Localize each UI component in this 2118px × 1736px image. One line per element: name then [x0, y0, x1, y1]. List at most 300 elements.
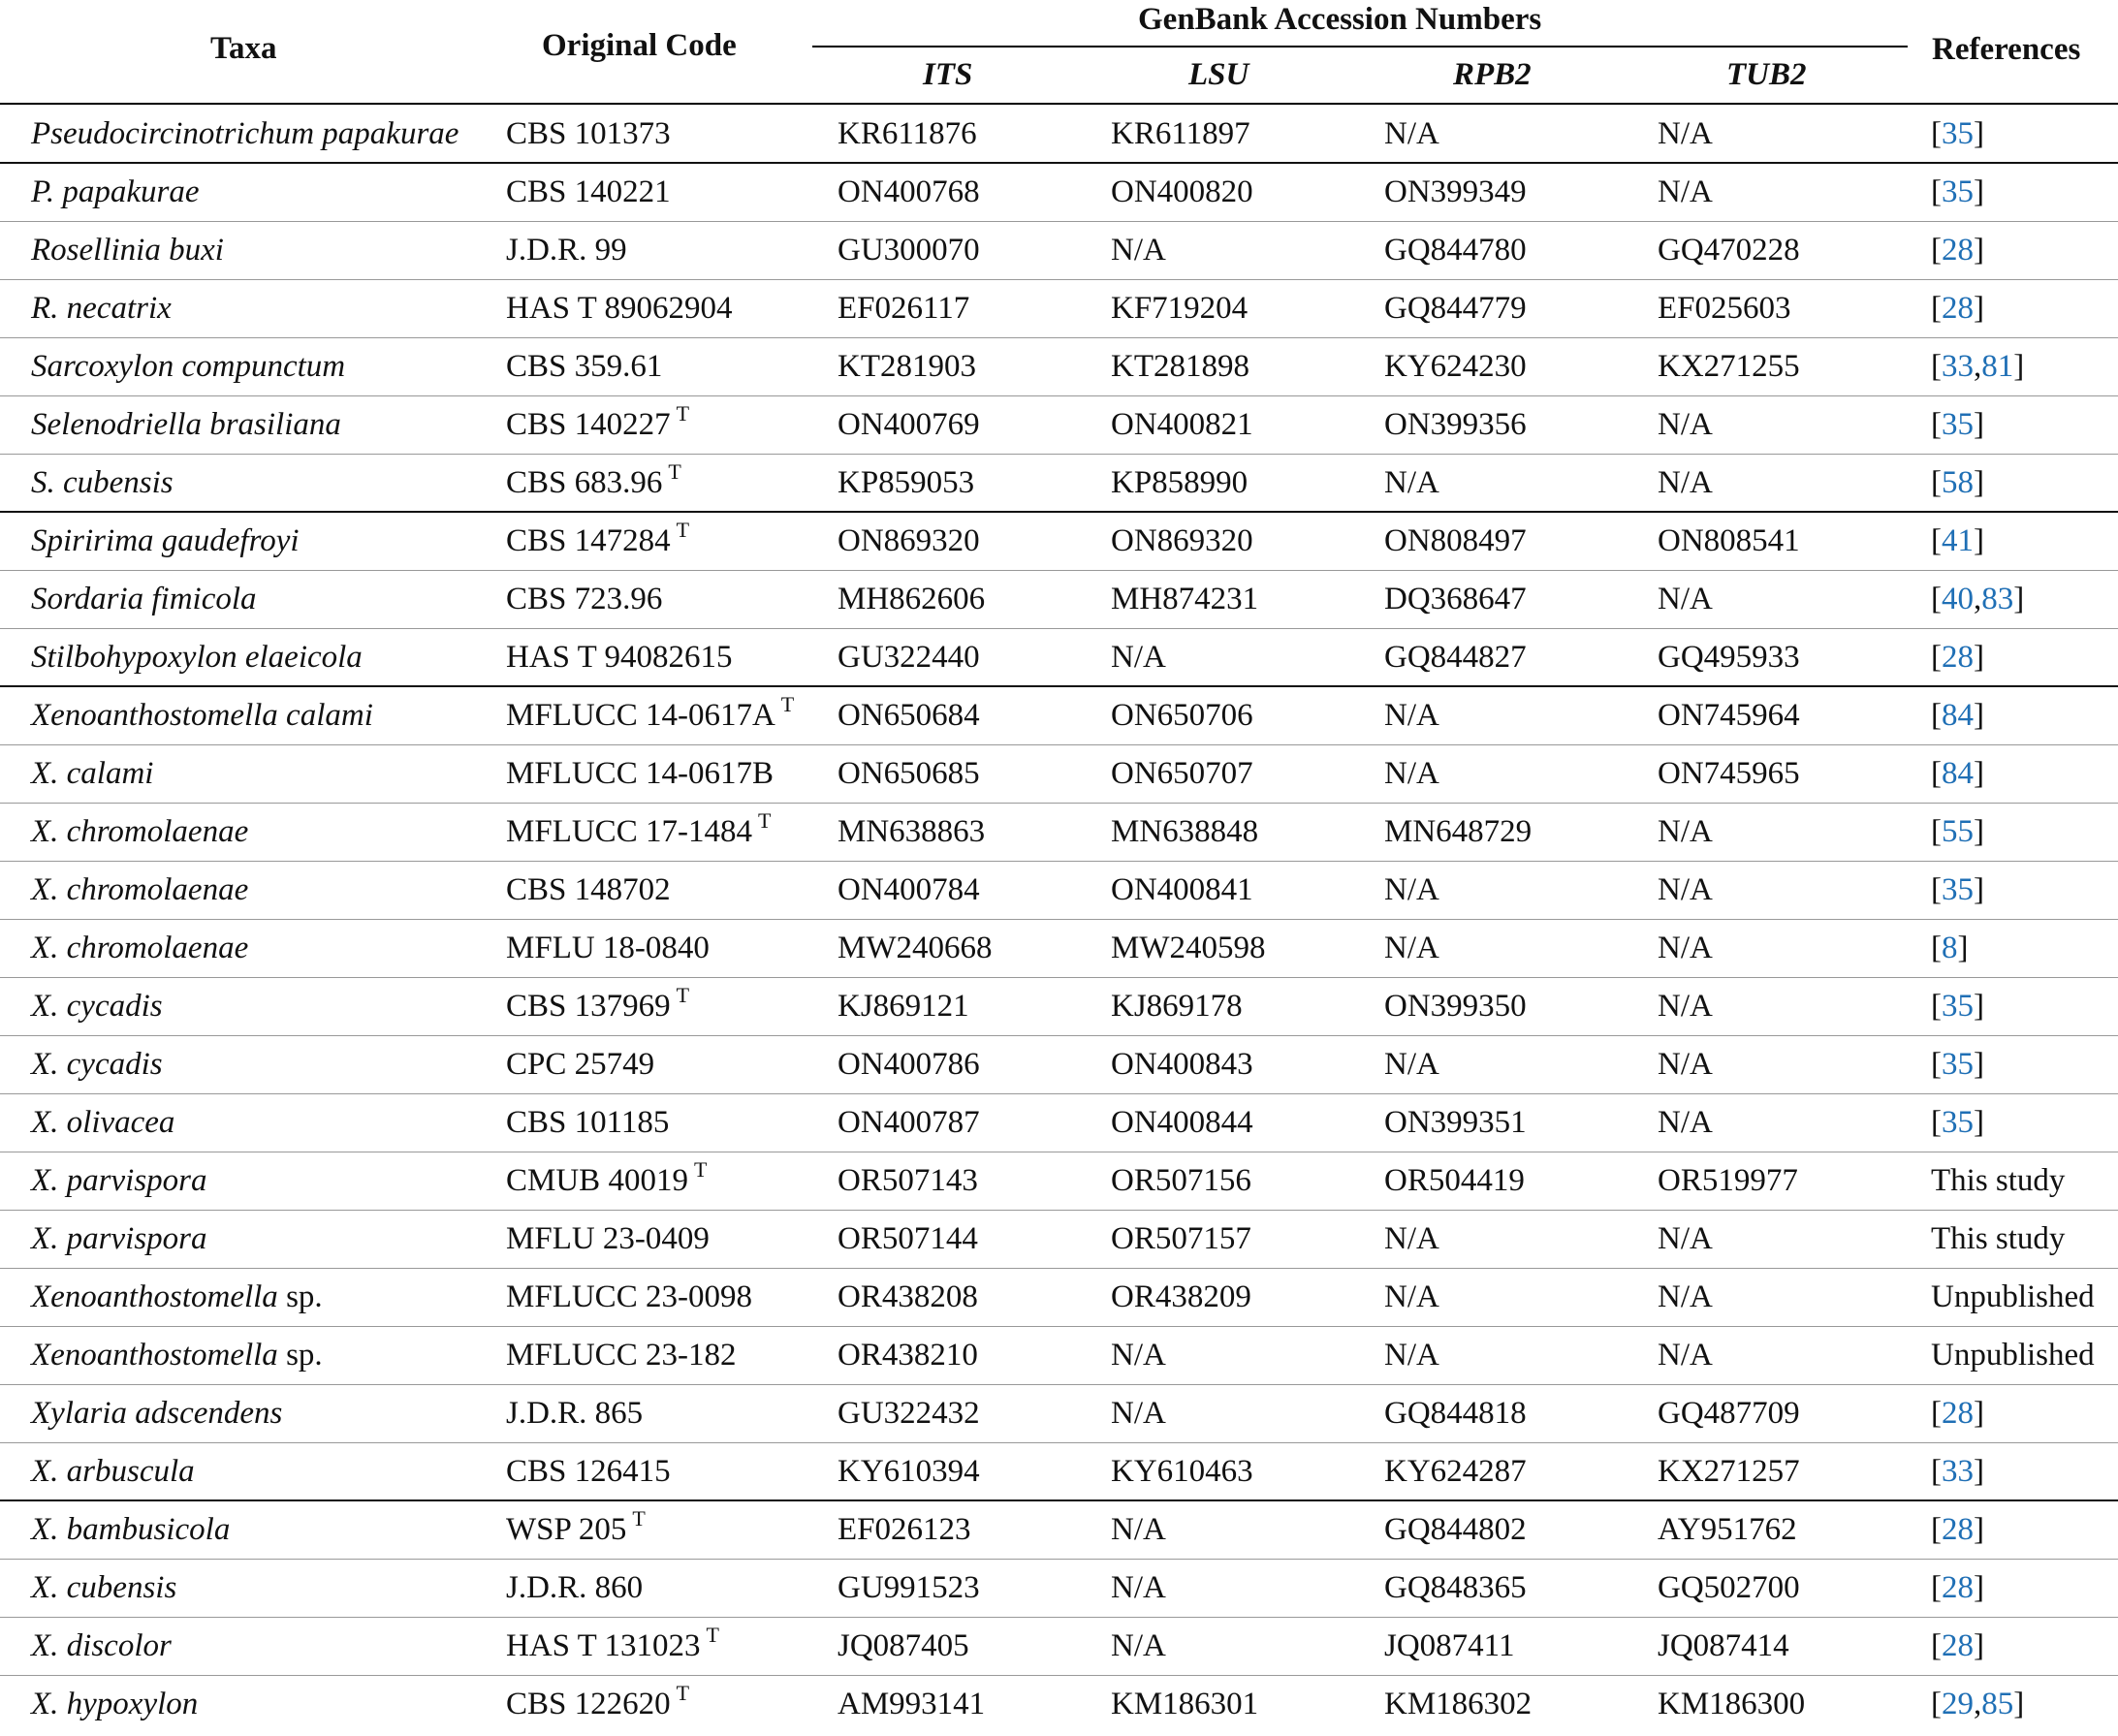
table-row	[0, 1326, 2118, 1384]
reference-link[interactable]: 28	[1942, 1396, 1974, 1431]
lsu-accession: ON400841	[1111, 872, 1253, 907]
reference-link[interactable]: 33	[1942, 349, 1974, 384]
its-accession: MN638863	[838, 814, 986, 849]
rpb2-accession: N/A	[1384, 1338, 1439, 1373]
taxa-name: X. cubensis	[31, 1570, 177, 1605]
table-row	[0, 977, 2118, 1035]
reference-link[interactable]: 28	[1942, 233, 1974, 268]
original-code-cell	[506, 105, 671, 163]
tub2-accession: GQ502700	[1658, 1570, 1800, 1605]
reference-cell	[1931, 1093, 1984, 1152]
taxa-cell	[31, 1268, 323, 1326]
reference-link[interactable]: 35	[1942, 989, 1974, 1024]
taxa-name: X. calami	[31, 756, 154, 791]
its-accession: OR507143	[838, 1163, 978, 1198]
reference-cell	[1931, 337, 2024, 395]
table-row	[0, 570, 2118, 628]
table-row	[0, 803, 2118, 861]
original-code-cell	[506, 570, 662, 628]
original-code: MFLUCC 17-1484	[506, 814, 752, 849]
table-row	[0, 395, 2118, 454]
lsu-accession: OR438209	[1111, 1279, 1251, 1314]
rpb2-accession: N/A	[1384, 465, 1439, 500]
taxa-name: Pseudocircinotrichum papakurae	[31, 116, 459, 151]
ref-bracket-close: ]	[1974, 1396, 1984, 1431]
rpb2-accession: MN648729	[1384, 814, 1533, 849]
lsu-accession: KF719204	[1111, 291, 1249, 326]
ref-bracket-close: ]	[1974, 174, 1984, 209]
rpb2-accession: GQ844779	[1384, 291, 1527, 326]
rpb2-accession: GQ844780	[1384, 233, 1527, 268]
reference-link[interactable]: 83	[1981, 582, 2014, 616]
ref-bracket-open: [	[1931, 523, 1942, 558]
header-lsu: LSU	[1188, 57, 1249, 92]
its-accession: ON400786	[838, 1047, 980, 1082]
taxa-name: X. chromolaenae	[31, 931, 249, 965]
tub2-accession: N/A	[1658, 814, 1713, 849]
rpb2-accession: N/A	[1384, 1279, 1439, 1314]
reference-cell	[1931, 686, 1984, 744]
ref-bracket-open: [	[1931, 116, 1942, 151]
ref-bracket-close: ]	[1974, 1570, 1984, 1605]
original-code-cell	[506, 337, 662, 395]
lsu-accession: MW240598	[1111, 931, 1266, 965]
lsu-accession: OR507156	[1111, 1163, 1251, 1198]
taxa-cell	[31, 919, 248, 977]
header-rpb2: RPB2	[1453, 57, 1532, 92]
ref-bracket-open: [	[1931, 1454, 1942, 1489]
ref-bracket-close: ]	[1974, 1047, 1984, 1082]
taxa-name: X. chromolaenae	[31, 814, 249, 849]
lsu-accession: KJ869178	[1111, 989, 1243, 1024]
tub2-accession: N/A	[1658, 872, 1713, 907]
its-accession: OR438208	[838, 1279, 978, 1314]
its-accession: OR507144	[838, 1221, 978, 1256]
ref-bracket-close: ]	[1974, 698, 1984, 733]
lsu-accession: N/A	[1111, 640, 1166, 675]
table-row	[0, 1500, 2118, 1559]
table-row	[0, 861, 2118, 919]
its-accession: ON400768	[838, 174, 980, 209]
reference-link[interactable]: 40	[1942, 582, 1974, 616]
table-row	[0, 221, 2118, 279]
table-row	[0, 1617, 2118, 1675]
taxa-cell	[31, 744, 153, 803]
table-row	[0, 512, 2118, 570]
ref-bracket-close: ]	[2013, 582, 2025, 616]
its-accession: KR611876	[838, 116, 977, 151]
tub2-accession: KX271257	[1658, 1454, 1800, 1489]
its-accession: GU991523	[838, 1570, 980, 1605]
taxa-cell	[31, 977, 163, 1035]
taxa-name: R. necatrix	[31, 291, 172, 326]
reference-link[interactable]: 35	[1942, 1047, 1974, 1082]
ref-bracket-close: ]	[2013, 1687, 2025, 1721]
taxa-cell	[31, 803, 248, 861]
reference-link[interactable]: 28	[1942, 1570, 1974, 1605]
rpb2-accession: KY624287	[1384, 1454, 1527, 1489]
taxa-cell	[31, 1675, 198, 1733]
original-code-cell	[506, 803, 771, 861]
rpb2-accession: GQ844802	[1384, 1512, 1527, 1547]
ref-bracket-open: [	[1931, 640, 1942, 675]
taxa-cell	[31, 686, 373, 744]
table-row	[0, 1268, 2118, 1326]
taxa-cell	[31, 570, 257, 628]
lsu-accession: MH874231	[1111, 582, 1259, 616]
its-accession: ON400769	[838, 407, 980, 442]
original-code-cell	[506, 1617, 719, 1675]
tub2-accession: EF025603	[1658, 291, 1791, 326]
taxa-name: Spiririma gaudefroyi	[31, 523, 300, 558]
reference-cell	[1931, 744, 1984, 803]
rpb2-accession: N/A	[1384, 1221, 1439, 1256]
ref-bracket-close: ]	[1974, 989, 1984, 1024]
original-code: WSP 205	[506, 1512, 627, 1547]
taxa-cell	[31, 163, 200, 221]
its-accession: KJ869121	[838, 989, 969, 1024]
taxa-name: X. bambusicola	[31, 1512, 231, 1547]
table-row	[0, 744, 2118, 803]
original-code: MFLUCC 14-0617B	[506, 756, 774, 791]
lsu-accession: KM186301	[1111, 1687, 1259, 1721]
ref-bracket-close: ]	[1974, 1454, 1984, 1489]
its-accession: ON400787	[838, 1105, 980, 1140]
lsu-accession: KR611897	[1111, 116, 1250, 151]
taxa-name: X. cycadis	[31, 989, 163, 1024]
type-strain-marker: T	[632, 1506, 646, 1531]
original-code: MFLU 18-0840	[506, 931, 710, 965]
taxa-name: Selenodriella brasiliana	[31, 407, 341, 442]
reference-link[interactable]: 84	[1942, 756, 1974, 791]
lsu-accession: ON400844	[1111, 1105, 1253, 1140]
ref-bracket-open: [	[1931, 1047, 1942, 1082]
tub2-accession: ON808541	[1658, 523, 1800, 558]
original-code-cell	[506, 279, 732, 337]
reference-cell	[1931, 1617, 1984, 1675]
type-strain-marker: T	[676, 983, 690, 1007]
original-code-cell	[506, 395, 689, 454]
original-code: CBS 147284	[506, 523, 671, 558]
ref-bracket-open: [	[1931, 872, 1942, 907]
ref-bracket-open: [	[1931, 174, 1942, 209]
reference-cell	[1931, 1268, 2095, 1326]
original-code: CPC 25749	[506, 1047, 655, 1082]
ref-bracket-open: [	[1931, 233, 1942, 268]
reference-link[interactable]: 55	[1942, 814, 1974, 849]
header-original-code: Original Code	[542, 28, 737, 63]
table-row	[0, 279, 2118, 337]
rpb2-accession: OR504419	[1384, 1163, 1525, 1198]
its-accession: KT281903	[838, 349, 976, 384]
reference-cell	[1931, 279, 1984, 337]
ref-bracket-open: [	[1931, 582, 1942, 616]
taxa-cell	[31, 1152, 207, 1210]
original-code-cell	[506, 512, 689, 570]
type-strain-marker: T	[693, 1157, 708, 1182]
reference-link[interactable]: 35	[1942, 174, 1974, 209]
table-row	[0, 454, 2118, 512]
original-code: CBS 122620	[506, 1687, 671, 1721]
reference-link[interactable]: 81	[1981, 349, 2014, 384]
ref-bracket-open: [	[1931, 1105, 1942, 1140]
taxa-name: Stilbohypoxylon elaeicola	[31, 640, 363, 675]
table-row	[0, 919, 2118, 977]
tub2-accession: KM186300	[1658, 1687, 1806, 1721]
ref-bracket-close: ]	[2013, 349, 2025, 384]
taxa-cell	[31, 1093, 174, 1152]
ref-bracket-close: ]	[1974, 814, 1984, 849]
reference-link[interactable]: 33	[1942, 1454, 1974, 1489]
lsu-accession: N/A	[1111, 1396, 1166, 1431]
reference-link[interactable]: 35	[1942, 872, 1974, 907]
taxa-cell	[31, 1442, 195, 1500]
its-accession: EF026123	[838, 1512, 971, 1547]
table-row	[0, 1152, 2118, 1210]
ref-bracket-close: ]	[1974, 1512, 1984, 1547]
original-code-cell	[506, 919, 710, 977]
taxa-name: X. hypoxylon	[31, 1687, 199, 1721]
ref-bracket-open: [	[1931, 291, 1942, 326]
its-accession: GU322432	[838, 1396, 980, 1431]
reference-cell	[1931, 163, 1984, 221]
taxa-cell	[31, 861, 248, 919]
rpb2-accession: ON808497	[1384, 523, 1527, 558]
original-code: CBS 101185	[506, 1105, 670, 1140]
reference-cell	[1931, 861, 1984, 919]
reference-link[interactable]: 29	[1942, 1687, 1974, 1721]
original-code: CBS 683.96	[506, 465, 663, 500]
lsu-accession: N/A	[1111, 1570, 1166, 1605]
type-strain-marker: T	[676, 518, 690, 542]
ref-bracket-open: [	[1931, 931, 1942, 965]
rpb2-accession: GQ844818	[1384, 1396, 1527, 1431]
table-row	[0, 163, 2118, 221]
ref-bracket-open: [	[1931, 465, 1942, 500]
ref-bracket-open: [	[1931, 407, 1942, 442]
its-accession: GU300070	[838, 233, 980, 268]
tub2-accession: OR519977	[1658, 1163, 1798, 1198]
table-row	[0, 1442, 2118, 1500]
its-accession: KY610394	[838, 1454, 980, 1489]
ref-bracket-open: [	[1931, 814, 1942, 849]
original-code: HAS T 131023	[506, 1628, 701, 1663]
lsu-accession: ON650706	[1111, 698, 1253, 733]
lsu-accession: KY610463	[1111, 1454, 1253, 1489]
tub2-accession: ON745965	[1658, 756, 1800, 791]
its-accession: KP859053	[838, 465, 975, 500]
rpb2-accession: JQ087411	[1384, 1628, 1515, 1663]
ref-bracket-close: ]	[1974, 756, 1984, 791]
tub2-accession: GQ470228	[1658, 233, 1800, 268]
ref-bracket-open: [	[1931, 1687, 1942, 1721]
taxa-cell	[31, 1210, 207, 1268]
header-references: References	[1932, 32, 2081, 67]
taxa-cell	[31, 221, 224, 279]
tub2-accession: ON745964	[1658, 698, 1800, 733]
ref-bracket-open: [	[1931, 1628, 1942, 1663]
tub2-accession: N/A	[1658, 582, 1713, 616]
header-tub2: TUB2	[1726, 57, 1807, 92]
original-code-cell	[506, 1093, 669, 1152]
rpb2-accession: N/A	[1384, 872, 1439, 907]
taxa-cell	[31, 1384, 282, 1442]
reference-link[interactable]: 58	[1942, 465, 1974, 500]
lsu-accession: ON400820	[1111, 174, 1253, 209]
ref-bracket-close: ]	[1974, 233, 1984, 268]
reference-cell	[1931, 395, 1984, 454]
rpb2-accession: ON399356	[1384, 407, 1527, 442]
original-code-cell	[506, 1559, 643, 1617]
taxa-cell	[31, 454, 174, 512]
taxa-cell	[31, 279, 172, 337]
ref-bracket-close: ]	[1974, 1628, 1984, 1663]
reference-link[interactable]: 35	[1942, 1105, 1974, 1140]
reference-cell	[1931, 1500, 1984, 1559]
tub2-accession: N/A	[1658, 931, 1713, 965]
type-strain-marker: T	[780, 692, 795, 716]
reference-cell	[1931, 1035, 1984, 1093]
original-code-cell	[506, 628, 732, 686]
original-code: CMUB 40019	[506, 1163, 688, 1198]
original-code: CBS 359.61	[506, 349, 663, 384]
its-accession: AM993141	[838, 1687, 986, 1721]
tub2-accession: GQ487709	[1658, 1396, 1800, 1431]
taxa-cell	[31, 395, 341, 454]
original-code-cell	[506, 1268, 752, 1326]
rpb2-accession: DQ368647	[1384, 582, 1527, 616]
ref-bracket-close: ]	[1974, 465, 1984, 500]
taxa-cell	[31, 1617, 172, 1675]
reference-text: This study	[1931, 1163, 2066, 1198]
original-code-cell	[506, 221, 627, 279]
original-code: CBS 148702	[506, 872, 671, 907]
lsu-accession: N/A	[1111, 1512, 1166, 1547]
its-accession: ON869320	[838, 523, 980, 558]
header-taxa: Taxa	[210, 31, 277, 66]
reference-cell	[1931, 105, 1984, 163]
original-code-cell	[506, 1035, 654, 1093]
original-code: J.D.R. 860	[506, 1570, 644, 1605]
original-code: HAS T 94082615	[506, 640, 733, 675]
reference-link[interactable]: 8	[1942, 931, 1958, 965]
lsu-accession: ON400821	[1111, 407, 1253, 442]
tub2-accession: N/A	[1658, 989, 1713, 1024]
taxa-name: Xenoanthostomella	[31, 1279, 278, 1314]
lsu-accession: KT281898	[1111, 349, 1249, 384]
lsu-accession: OR507157	[1111, 1221, 1251, 1256]
table-row	[0, 105, 2118, 163]
original-code: CBS 126415	[506, 1454, 671, 1489]
table-row	[0, 1384, 2118, 1442]
taxa-name: S. cubensis	[31, 465, 174, 500]
original-code: MFLUCC 14-0617A	[506, 698, 775, 733]
ref-bracket-close: ]	[1974, 407, 1984, 442]
ref-bracket-open: [	[1931, 1512, 1942, 1547]
original-code: J.D.R. 865	[506, 1396, 644, 1431]
taxa-cell	[31, 1559, 176, 1617]
reference-link[interactable]: 85	[1981, 1687, 2014, 1721]
taxa-name: X. chromolaenae	[31, 872, 249, 907]
reference-cell	[1931, 570, 2024, 628]
type-strain-marker: T	[757, 808, 772, 833]
taxa-suffix: sp.	[277, 1279, 323, 1314]
taxa-name: Xenoanthostomella	[31, 1338, 278, 1373]
type-strain-marker: T	[706, 1623, 719, 1647]
reference-cell	[1931, 1442, 1984, 1500]
taxa-name: Sarcoxylon compunctum	[31, 349, 346, 384]
original-code: J.D.R. 99	[506, 233, 627, 268]
rpb2-accession: N/A	[1384, 931, 1439, 965]
reference-link[interactable]: 35	[1942, 116, 1974, 151]
ref-bracket-close: ]	[1974, 640, 1984, 675]
reference-cell	[1931, 919, 1969, 977]
reference-cell	[1931, 1384, 1984, 1442]
lsu-accession: MN638848	[1111, 814, 1259, 849]
original-code-cell	[506, 1442, 671, 1500]
reference-link[interactable]: 84	[1942, 698, 1974, 733]
taxa-cell	[31, 1500, 230, 1559]
taxa-cell	[31, 337, 345, 395]
table-row	[0, 628, 2118, 686]
taxa-name: Sordaria fimicola	[31, 582, 257, 616]
rpb2-accession: ON399349	[1384, 174, 1527, 209]
taxa-name: X. olivacea	[31, 1105, 175, 1140]
reference-text: Unpublished	[1931, 1338, 2095, 1373]
tub2-accession: GQ495933	[1658, 640, 1800, 675]
taxa-name: X. parvispora	[31, 1163, 207, 1198]
its-accession: OR438210	[838, 1338, 978, 1373]
reference-link[interactable]: 28	[1942, 291, 1974, 326]
reference-link[interactable]: 28	[1942, 640, 1974, 675]
ref-bracket-close: ]	[1974, 523, 1984, 558]
reference-cell	[1931, 221, 1984, 279]
table-row	[0, 1093, 2118, 1152]
tub2-accession: N/A	[1658, 465, 1713, 500]
rpb2-accession: N/A	[1384, 756, 1439, 791]
reference-link[interactable]: 35	[1942, 407, 1974, 442]
taxa-cell	[31, 512, 300, 570]
reference-link[interactable]: 28	[1942, 1512, 1974, 1547]
lsu-accession: N/A	[1111, 1628, 1166, 1663]
taxa-cell	[31, 1326, 323, 1384]
its-accession: MH862606	[838, 582, 986, 616]
table-row	[0, 686, 2118, 744]
lsu-accession: ON650707	[1111, 756, 1253, 791]
reference-link[interactable]: 28	[1942, 1628, 1974, 1663]
reference-cell	[1931, 1152, 2065, 1210]
tub2-accession: AY951762	[1658, 1512, 1797, 1547]
reference-cell	[1931, 628, 1984, 686]
tub2-accession: N/A	[1658, 1338, 1713, 1373]
original-code-cell	[506, 744, 774, 803]
taxa-cell	[31, 1035, 163, 1093]
original-code: CBS 140221	[506, 174, 671, 209]
original-code: CBS 101373	[506, 116, 671, 151]
tub2-accession: N/A	[1658, 116, 1713, 151]
original-code: MFLU 23-0409	[506, 1221, 710, 1256]
tub2-accession: N/A	[1658, 1279, 1713, 1314]
header-its: ITS	[923, 57, 973, 92]
rpb2-accession: N/A	[1384, 116, 1439, 151]
original-code-cell	[506, 454, 681, 512]
reference-text: This study	[1931, 1221, 2066, 1256]
ref-bracket-open: [	[1931, 756, 1942, 791]
rpb2-accession: N/A	[1384, 698, 1439, 733]
reference-link[interactable]: 41	[1942, 523, 1974, 558]
taxa-cell	[31, 105, 458, 163]
genbank-underline	[812, 46, 1908, 47]
